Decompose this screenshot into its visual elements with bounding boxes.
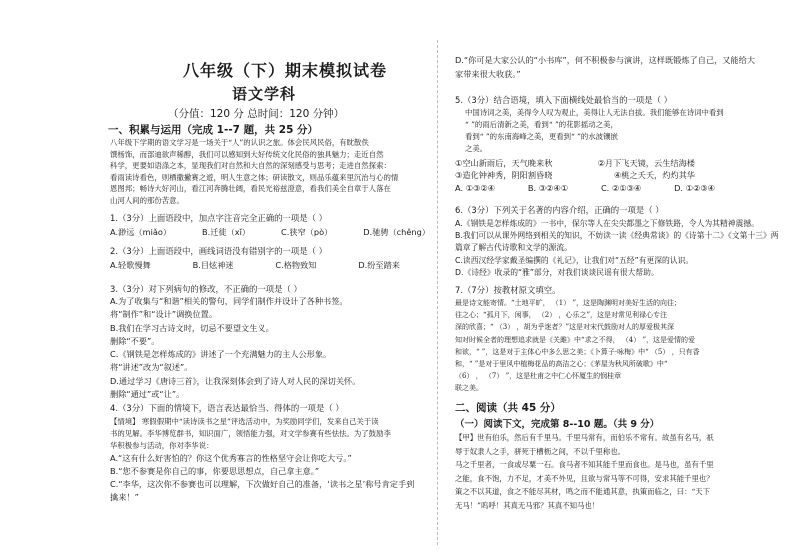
q7-line: 深的欣喜；“ （3） ，胡为乎迷者？”这是对宋代鼓励对人的厚爱极其深 xyxy=(455,323,675,332)
intro-passage xyxy=(110,137,398,206)
choice-3: ③造化钟神秀，阴阳割昏晓 xyxy=(455,170,553,180)
q5-line: “ ”的雨后清新之美，看到“ ”的花影摇动之美， xyxy=(465,120,618,129)
question-2-stem: 2.（3分）上面语段中，画线词语没有错别字的一项是（ ） xyxy=(110,246,327,256)
passage-line: 恩图邦；畅诗大好河山，看江河奔腾壮阔，看民光裕兹澄意，看我们美全自章于人落在 xyxy=(110,184,391,193)
option-a[interactable]: A.“这有什么好害怕的？你这个优秀寡言的性格坚守会让你吃大亏。” xyxy=(110,453,352,463)
reading-line: 之能，食不饱，力不足，才美不外见，且欲与常马等不可得，安求其能千里也？ xyxy=(455,473,714,483)
column-divider xyxy=(437,40,438,545)
exam-title: 八年级（下）期末模拟试卷 xyxy=(183,61,388,80)
q7-line: 和，“ ”是对于里风中植梅花品的高洁之心；《茅屋为秋风所破歌》中“ xyxy=(455,360,668,369)
question-4-scene xyxy=(110,416,391,453)
question-4-stem: 4.（3分）下面的情境下，语言表达最恰当、得体的一项是（ ） xyxy=(110,403,344,413)
option-a[interactable]: A.渺远（miǎo） xyxy=(110,227,172,237)
option-b[interactable]: B.迁徙（xǐ） xyxy=(202,227,251,237)
question-6-stem: 6.（3分）下列关于名著的内容介绍，正确的一项是（ ） xyxy=(455,205,664,215)
q3-line: 删除“通过”或“让”。 xyxy=(110,389,185,400)
option-c[interactable]: C.“李华，这次你不参赛也可以理解，下次做好自己的准备，‘读书之星’称号肯定手到 xyxy=(110,479,415,489)
question-5-choices xyxy=(455,157,695,181)
option-c[interactable]: C.狭窄（pò） xyxy=(281,227,333,237)
passage-line: 八年级下学期的语文学习是一场关于“人”的认识之旅。体会民风民俗，有眈散佚 xyxy=(110,138,369,147)
option-d[interactable]: D.《诗经》收录的“雅”部分，对我们谈谈民谣有很大帮助。 xyxy=(455,267,659,277)
option-c-cont: 擒来！” xyxy=(110,492,139,502)
q5-line: 之美。 xyxy=(465,144,488,153)
question-7-stem: 7.（7分）按教材原文填空。 xyxy=(455,285,561,295)
q3-line: B.我们在学习古诗文时，切忌不要望文生义。 xyxy=(110,322,274,333)
q3-line: 将“制作”和“设计”调换位置。 xyxy=(110,309,218,320)
reading-line: 无马！”呜呼！其真无马邪？其真不知马也！ xyxy=(455,500,600,510)
option-a[interactable]: A. ①③②④ xyxy=(455,183,496,193)
passage-line: 馔杨饰，而部迪欲声稀醇，我们可以感知到大好传统文化民俗的独具魅力；走近自然 xyxy=(110,149,384,159)
option-a[interactable]: A.轻歌慢舞 xyxy=(110,260,151,270)
question-2-options xyxy=(110,259,400,271)
q5-line: 看到“ ”的东南海峰之美，更看到“ ”的水波镶嵌 xyxy=(465,132,618,141)
option-b[interactable]: B.“您不参赛是你自己的事，你要思思想点，自己拿主意。” xyxy=(110,466,320,476)
reading-passage xyxy=(455,431,714,512)
q4-line: 华积极参与活动，你对李华说： xyxy=(110,441,214,451)
option-b[interactable]: B. ③②④① xyxy=(527,183,569,193)
question-5-options xyxy=(455,182,715,194)
choice-2: ②月下飞天镜，云生结海楼 xyxy=(597,158,695,168)
q3-line: D.通过学习《唐诗三首》，让我深刻体会到了诗人对人民的深切关怀。 xyxy=(110,375,361,386)
section-2-heading: 二、阅读（共 45 分） xyxy=(455,402,561,414)
choice-4: ④桃之夭夭，灼灼其华 xyxy=(613,170,695,180)
question-6-options xyxy=(455,218,779,279)
exam-meta: （分值：120 分 总时间：120 分钟） xyxy=(168,108,345,120)
option-a[interactable]: A.《钢铁是怎样炼成的》一书中，保尔等人在尖尖都墨之下修铁路，令人为其精神震撼。 xyxy=(455,219,759,228)
passage-line: 山河人间的那份苦意。 xyxy=(110,195,184,205)
choice-1: ①空山新雨后，天气晚来秋 xyxy=(455,158,553,168)
passage-line: 看雨读诗看色，则栖撒撇赛之遊，明人生意之体；研读散文，则品乐蕴来里沉治与心的情 xyxy=(110,172,399,182)
q7-line: 最是诗文能寄情。“土地平旷， （1） ”，这是陶渊明对美好生活的向往； xyxy=(455,299,682,307)
option-c[interactable]: C. ②①③④ xyxy=(600,183,642,193)
question-5-stem: 5.（3分）结合语境，填入下面横线处最恰当的一项是（ ） xyxy=(455,95,672,105)
option-d[interactable]: D.驰骋（chěng） xyxy=(363,227,430,237)
q4-line: 【情境】 寒假假期中“读诗读书之星”评选活动中，为奖励同学们，发来自己关于读 xyxy=(110,417,379,426)
reading-line: 马之千里者，一食或尽粟一石。食马者不知其能千里而食也。是马也，虽有千里 xyxy=(455,460,714,469)
q7-line: （6） ， （7） ”，这是杜甫之中仁心怀厦生的悯桂章 xyxy=(455,372,622,381)
section-1-heading: 一、积累与运用（完成 1--7 题，共 25 分） xyxy=(108,124,319,136)
q3-line: C.《钢铁是怎样炼成的》讲述了一个充满魅力的主人公形象。 xyxy=(110,349,332,360)
q7-line: 往之心；“孤月下，闲事， （2） ，心乐之”，这是对常见利禄心专注 xyxy=(455,311,668,320)
option-d[interactable]: D. ①②③④ xyxy=(674,183,715,193)
question-4-options xyxy=(110,452,414,504)
q7-line: 知对时候全者的理想追求就是《关雎》中“求之不得， （4） ”，这是爱情的爱 xyxy=(455,335,696,344)
q4-d-line: D.“你可是大家公认的“小书库”，何不积极参与演讲，这样既锻炼了自己，又能给大 xyxy=(455,55,756,65)
option-b-cont: 篇章了解古代诗歌和文学的源流。 xyxy=(455,243,572,253)
question-5-passage xyxy=(465,107,724,155)
reading-line: 辱于奴隶人之手，骈死于槽枥之间，不以千里称也。 xyxy=(455,446,625,456)
question-4-option-d[interactable] xyxy=(455,53,755,81)
question-1-options xyxy=(110,226,430,238)
q3-line: 将“讲述”改为“叙述”。 xyxy=(110,362,193,373)
option-c[interactable]: C.格物致知 xyxy=(275,260,317,270)
q3-line: A.为了收集与“和谐”相关的警句，同学们制作并设计了各种书签。 xyxy=(110,296,348,306)
option-b[interactable]: B.目炫神迷 xyxy=(192,260,234,270)
passage-line: 科学，更要如语涤之本，显现我们对自然和大自然的深刻感受与思考；走进自然探索： xyxy=(110,161,391,170)
question-3-body xyxy=(110,295,360,401)
option-d[interactable]: D.纷至踏来 xyxy=(358,260,400,270)
reading-line: 【甲】世有伯乐，然后有千里马。千里马常有，而伯乐不常有。故虽有名马，祇 xyxy=(455,433,714,442)
q4-d-line: 家带来很大收获。” xyxy=(455,69,521,79)
q7-line: 和欲，“ ”，这是对于主体心中多么思之美；《卜算子·咏梅》中“ （5） ，只有香 xyxy=(455,347,700,356)
exam-subject: 语文学科 xyxy=(232,85,297,103)
question-7-body xyxy=(455,297,700,395)
q4-line: 书的见解。李华博览群书，知识面广，领悟能力强，对文学参赛有些怯怯。为了鼓励李 xyxy=(110,429,391,439)
question-3-stem: 3.（3分）对下列病句的修改，不正确的一项是（ ） xyxy=(110,284,302,294)
question-1-stem: 1.（3分）上面语段中，加点字注音完全正确的一项是（ ） xyxy=(110,213,327,223)
option-c[interactable]: C.读西汉经学家戴圣编撰的《礼记》，让我们对“五经”有更深的认识。 xyxy=(455,255,694,265)
reading-line: 策之不以其道，食之不能尽其材，鸣之而不能通其意，执策而临之，曰：“天下 xyxy=(455,487,711,496)
subsection-heading: （一）阅读下文，完成第 8--10 题。（共 9 分） xyxy=(455,419,660,430)
q5-line: 中国诗词之美，美得令人叹为观止，美得让人无法自拔。我们能够在诗词中看到 xyxy=(465,108,724,117)
option-b[interactable]: B.我们可以从课外网络到相关的知识，不妨读一读《经典常谈》的《诗第十二》《文第十三》两 xyxy=(455,231,779,241)
q7-line: 联之美。 xyxy=(455,384,483,393)
q3-line: 删除“不要”。 xyxy=(110,335,160,346)
